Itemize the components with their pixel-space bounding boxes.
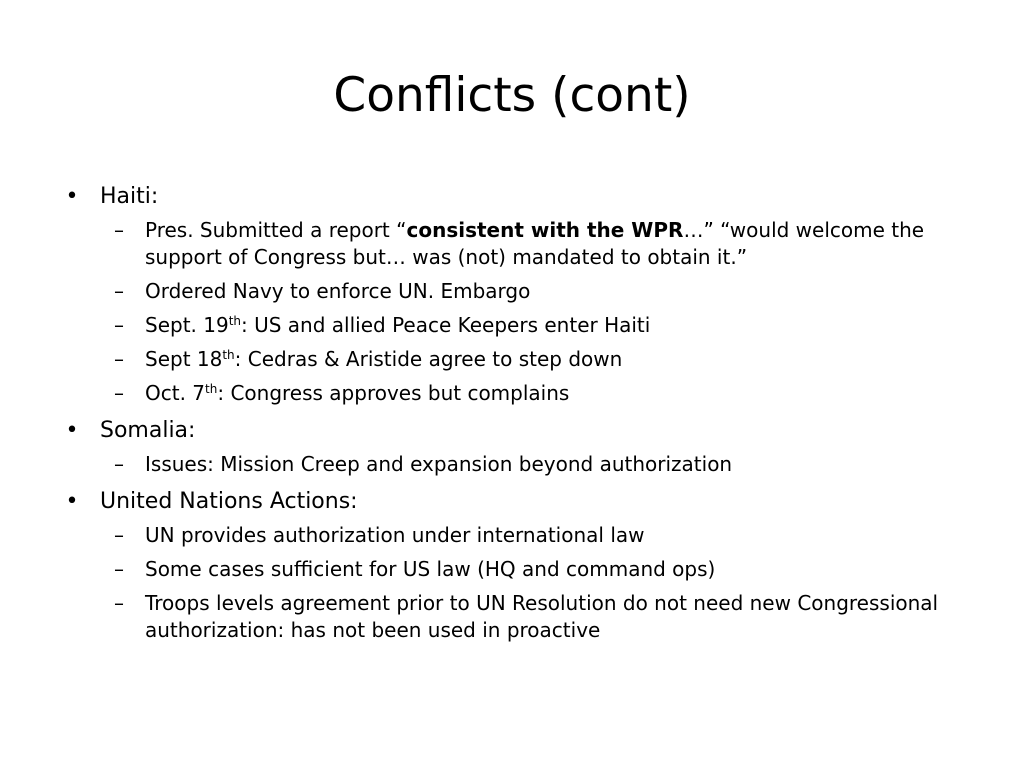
bullet-level2 [100, 556, 962, 583]
bullet-level2 [100, 380, 962, 407]
item-text-pre: Oct. 7 [145, 381, 206, 405]
slide-title: Conflicts (cont) [333, 68, 691, 123]
section-heading: United Nations Actions: [100, 489, 358, 514]
sub-bullet-marker: – [114, 381, 124, 405]
item-text-pre: Sept. 19 [145, 313, 229, 337]
bullet-marker: • [65, 418, 79, 443]
section-haiti [62, 180, 962, 407]
bullet-level2 [100, 312, 962, 339]
item-text-post: : US and allied Peace Keepers enter Haiti [241, 313, 651, 337]
bullet-level2 [100, 590, 962, 644]
section-heading: Haiti: [100, 184, 159, 209]
section-un-actions [62, 485, 962, 644]
sub-bullet-marker: – [114, 347, 124, 371]
slide-content [62, 180, 962, 651]
sub-bullet-marker: – [114, 452, 124, 476]
bullet-level2 [100, 278, 962, 305]
sub-bullet-marker: – [114, 591, 124, 615]
bullet-level2 [100, 217, 962, 271]
bullet-marker: • [65, 184, 79, 209]
bullet-level1 [62, 485, 962, 518]
item-text-post: : Congress approves but complains [217, 381, 570, 405]
bullet-marker: • [65, 489, 79, 514]
item-text-pre: Pres. Submitted a report “ [145, 218, 407, 242]
sub-bullet-marker: – [114, 218, 124, 242]
item-superscript: th [222, 348, 235, 362]
item-text: Some cases sufficient for US law (HQ and command ops) [145, 557, 716, 581]
item-text-post: …” “would welcome the support of Congress but… was (not) mandated to obtain it.” [145, 218, 925, 269]
bullet-level1 [62, 180, 962, 213]
bullet-level1 [62, 414, 962, 447]
sub-bullet-marker: – [114, 313, 124, 337]
bullet-level2 [100, 451, 962, 478]
item-superscript: th [205, 382, 218, 396]
sub-bullet-marker: – [114, 279, 124, 303]
section-somalia [62, 414, 962, 478]
item-text-bold: consistent with the WPR [406, 218, 684, 242]
item-superscript: th [228, 314, 242, 328]
bullet-level2 [100, 522, 962, 549]
item-text: Troops levels agreement prior to UN Resolution do not need new Congressional authorization: has not been used in proactive [145, 591, 939, 642]
item-text-post: : Cedras & Aristide agree to step down [234, 347, 623, 371]
item-text: Ordered Navy to enforce UN. Embargo [145, 279, 531, 303]
bullet-level2 [100, 346, 962, 373]
sub-bullet-marker: – [114, 557, 124, 581]
item-text-pre: Sept 18 [145, 347, 223, 371]
item-text: Issues: Mission Creep and expansion beyond authorization [145, 452, 733, 476]
sub-bullet-marker: – [114, 523, 124, 547]
section-heading: Somalia: [100, 418, 196, 443]
item-text: UN provides authorization under international law [145, 523, 645, 547]
